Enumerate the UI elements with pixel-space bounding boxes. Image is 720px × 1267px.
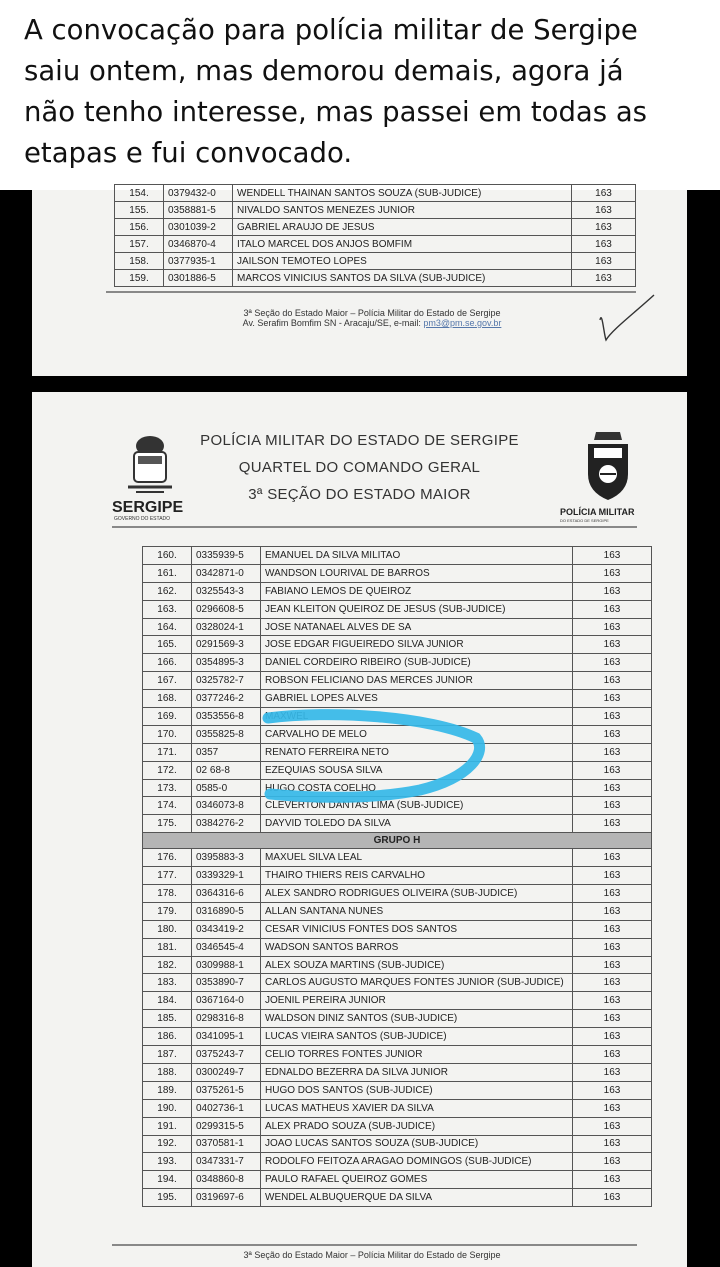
page-footer bbox=[162, 308, 582, 328]
candidate-name: THAIRO THIERS REIS CARVALHO bbox=[261, 867, 573, 885]
row-number: 177. bbox=[143, 867, 192, 885]
table-row bbox=[143, 974, 652, 992]
candidate-name: CELIO TORRES FONTES JUNIOR bbox=[261, 1046, 573, 1064]
score-value: 163 bbox=[573, 1135, 652, 1153]
registration-id: 0375261-5 bbox=[192, 1081, 261, 1099]
table-row bbox=[143, 956, 652, 974]
candidate-name: MAXUEL SILVA LEAL bbox=[261, 849, 573, 867]
candidate-name: WANDSON LOURIVAL DE BARROS bbox=[261, 564, 573, 582]
table-row bbox=[143, 654, 652, 672]
table-row bbox=[143, 1189, 652, 1207]
candidate-name: JOSE EDGAR FIGUEIREDO SILVA JUNIOR bbox=[261, 636, 573, 654]
table-row bbox=[143, 564, 652, 582]
candidate-name: JOSE NATANAEL ALVES DE SA bbox=[261, 618, 573, 636]
table-row bbox=[143, 849, 652, 867]
score-value: 163 bbox=[573, 1010, 652, 1028]
candidate-name: WALDSON DINIZ SANTOS (SUB-JUDICE) bbox=[261, 1010, 573, 1028]
left-logo-subtitle: GOVERNO DO ESTADO bbox=[114, 516, 171, 522]
row-number: 158. bbox=[115, 253, 164, 270]
candidate-name: EMANUEL DA SILVA MILITAO bbox=[261, 547, 573, 565]
table-row bbox=[143, 725, 652, 743]
table-row bbox=[143, 1099, 652, 1117]
candidate-name: LUCAS MATHEUS XAVIER DA SILVA bbox=[261, 1099, 573, 1117]
divider bbox=[112, 1244, 637, 1246]
score-value: 163 bbox=[573, 797, 652, 815]
row-number: 164. bbox=[143, 618, 192, 636]
left-logo-title: SERGIPE bbox=[112, 499, 184, 516]
row-number: 190. bbox=[143, 1099, 192, 1117]
registration-id: 0296608-5 bbox=[192, 600, 261, 618]
score-value: 163 bbox=[573, 636, 652, 654]
candidate-name: ALEX SANDRO RODRIGUES OLIVEIRA (SUB-JUDICE) bbox=[261, 885, 573, 903]
registration-id: 0309988-1 bbox=[192, 956, 261, 974]
row-number: 182. bbox=[143, 956, 192, 974]
candidate-name: CESAR VINICIUS FONTES DOS SANTOS bbox=[261, 920, 573, 938]
registration-id: 0342871-0 bbox=[192, 564, 261, 582]
table-row bbox=[143, 1081, 652, 1099]
row-number: 159. bbox=[115, 270, 164, 287]
registration-id: 0353890-7 bbox=[192, 974, 261, 992]
candidate-name: ALEX PRADO SOUZA (SUB-JUDICE) bbox=[261, 1117, 573, 1135]
row-number: 183. bbox=[143, 974, 192, 992]
table-row bbox=[143, 992, 652, 1010]
row-number: 175. bbox=[143, 815, 192, 833]
row-number: 181. bbox=[143, 938, 192, 956]
registration-id: 0298316-8 bbox=[192, 1010, 261, 1028]
score-value: 163 bbox=[573, 1081, 652, 1099]
table-row bbox=[143, 885, 652, 903]
registration-id: 0402736-1 bbox=[192, 1099, 261, 1117]
candidate-name: JOENIL PEREIRA JUNIOR bbox=[261, 992, 573, 1010]
row-number: 169. bbox=[143, 708, 192, 726]
row-number: 170. bbox=[143, 725, 192, 743]
table-row bbox=[143, 582, 652, 600]
score-value: 163 bbox=[573, 672, 652, 690]
registration-id: 0328024-1 bbox=[192, 618, 261, 636]
score-value: 163 bbox=[573, 743, 652, 761]
score-value: 163 bbox=[573, 974, 652, 992]
row-number: 184. bbox=[143, 992, 192, 1010]
footer-address bbox=[162, 318, 582, 328]
registration-id: 0299315-5 bbox=[192, 1117, 261, 1135]
registration-id: 0377246-2 bbox=[192, 690, 261, 708]
candidate-name: MARCOS VINICIUS SANTOS DA SILVA (SUB-JUDICE) bbox=[233, 270, 572, 287]
row-number: 192. bbox=[143, 1135, 192, 1153]
candidate-name: DAYVID TOLEDO DA SILVA bbox=[261, 815, 573, 833]
score-value: 163 bbox=[573, 1153, 652, 1171]
candidate-name: LUCAS VIEIRA SANTOS (SUB-JUDICE) bbox=[261, 1028, 573, 1046]
table-row bbox=[143, 815, 652, 833]
candidate-name: PAULO RAFAEL QUEIROZ GOMES bbox=[261, 1171, 573, 1189]
caption-line: saiu ontem, mas demorou demais, agora já bbox=[24, 55, 624, 87]
roster-table bbox=[142, 546, 652, 1207]
document-header-line: POLÍCIA MILITAR DO ESTADO DE SERGIPE bbox=[200, 432, 519, 449]
candidate-name: WADSON SANTOS BARROS bbox=[261, 938, 573, 956]
registration-id: 02 68-8 bbox=[192, 761, 261, 779]
group-label: GRUPO H bbox=[143, 833, 652, 849]
score-value: 163 bbox=[572, 270, 636, 287]
registration-id: 0357 bbox=[192, 743, 261, 761]
candidate-name: EDNALDO BEZERRA DA SILVA JUNIOR bbox=[261, 1063, 573, 1081]
score-value: 163 bbox=[573, 867, 652, 885]
row-number: 160. bbox=[143, 547, 192, 565]
table-row bbox=[143, 690, 652, 708]
score-value: 163 bbox=[573, 992, 652, 1010]
row-number: 179. bbox=[143, 902, 192, 920]
registration-id: 0367164-0 bbox=[192, 992, 261, 1010]
divider bbox=[112, 526, 637, 528]
candidate-name: DANIEL CORDEIRO RIBEIRO (SUB-JUDICE) bbox=[261, 654, 573, 672]
registration-id: 0348860-8 bbox=[192, 1171, 261, 1189]
score-value: 163 bbox=[573, 725, 652, 743]
score-value: 163 bbox=[573, 547, 652, 565]
registration-id: 0346545-4 bbox=[192, 938, 261, 956]
score-value: 163 bbox=[573, 1063, 652, 1081]
registration-id: 0354895-3 bbox=[192, 654, 261, 672]
post-caption bbox=[0, 0, 720, 190]
table-row bbox=[143, 938, 652, 956]
footer-email-link[interactable]: pm3@pm.se.gov.br bbox=[423, 318, 502, 328]
table-row bbox=[143, 779, 652, 797]
candidate-name: MAXWEL bbox=[261, 708, 573, 726]
signature-mark bbox=[592, 290, 662, 352]
row-number: 193. bbox=[143, 1153, 192, 1171]
candidate-name: ALEX SOUZA MARTINS (SUB-JUDICE) bbox=[261, 956, 573, 974]
table-row bbox=[143, 618, 652, 636]
score-value: 163 bbox=[572, 185, 636, 202]
score-value: 163 bbox=[573, 902, 652, 920]
table-row bbox=[143, 1171, 652, 1189]
table-row bbox=[143, 1046, 652, 1064]
registration-id: 0384276-2 bbox=[192, 815, 261, 833]
footer-line: 3ª Seção do Estado Maior – Polícia Militar do Estado de Sergipe bbox=[243, 1250, 501, 1260]
candidate-name: FABIANO LEMOS DE QUEIROZ bbox=[261, 582, 573, 600]
score-value: 163 bbox=[573, 779, 652, 797]
row-number: 188. bbox=[143, 1063, 192, 1081]
candidate-name: WENDELL THAINAN SANTOS SOUZA (SUB-JUDICE) bbox=[233, 185, 572, 202]
candidate-name: ITALO MARCEL DOS ANJOS BOMFIM bbox=[233, 236, 572, 253]
table-row bbox=[143, 547, 652, 565]
registration-id: 0346870-4 bbox=[164, 236, 233, 253]
table-row bbox=[143, 867, 652, 885]
registration-id: 0355825-8 bbox=[192, 725, 261, 743]
pm-shield-icon bbox=[580, 430, 636, 502]
row-number: 194. bbox=[143, 1171, 192, 1189]
table-row bbox=[115, 202, 636, 219]
document-header-line: 3ª SEÇÃO DO ESTADO MAIOR bbox=[248, 486, 471, 503]
roster-table bbox=[114, 184, 636, 287]
row-number: 172. bbox=[143, 761, 192, 779]
score-value: 163 bbox=[573, 582, 652, 600]
row-number: 162. bbox=[143, 582, 192, 600]
registration-id: 0341095-1 bbox=[192, 1028, 261, 1046]
score-value: 163 bbox=[573, 654, 652, 672]
registration-id: 0353556-8 bbox=[192, 708, 261, 726]
footer-line: Av. Serafim Bomfim SN - Aracaju/SE, e-mail: bbox=[242, 318, 424, 328]
candidate-name: ALLAN SANTANA NUNES bbox=[261, 902, 573, 920]
score-value: 163 bbox=[573, 564, 652, 582]
score-value: 163 bbox=[572, 202, 636, 219]
caption-line: A convocação para polícia militar de Sergipe bbox=[24, 14, 638, 46]
table-row bbox=[115, 270, 636, 287]
row-number: 156. bbox=[115, 219, 164, 236]
row-number: 155. bbox=[115, 202, 164, 219]
candidate-name: CARLOS AUGUSTO MARQUES FONTES JUNIOR (SUB-JUDICE) bbox=[261, 974, 573, 992]
score-value: 163 bbox=[573, 690, 652, 708]
table-row bbox=[115, 236, 636, 253]
row-number: 178. bbox=[143, 885, 192, 903]
row-number: 163. bbox=[143, 600, 192, 618]
registration-id: 0364316-6 bbox=[192, 885, 261, 903]
row-number: 165. bbox=[143, 636, 192, 654]
row-number: 167. bbox=[143, 672, 192, 690]
candidate-name: JEAN KLEITON QUEIROZ DE JESUS (SUB-JUDICE) bbox=[261, 600, 573, 618]
table-row bbox=[115, 219, 636, 236]
row-number: 173. bbox=[143, 779, 192, 797]
footer-line: 3ª Seção do Estado Maior – Polícia Militar do Estado de Sergipe bbox=[243, 308, 501, 318]
candidate-name: CLEVERTON DANTAS LIMA (SUB-JUDICE) bbox=[261, 797, 573, 815]
table-row bbox=[115, 253, 636, 270]
row-number: 174. bbox=[143, 797, 192, 815]
registration-id: 0335939-5 bbox=[192, 547, 261, 565]
row-number: 168. bbox=[143, 690, 192, 708]
row-number: 166. bbox=[143, 654, 192, 672]
document-header-line: QUARTEL DO COMANDO GERAL bbox=[238, 459, 481, 476]
table-row bbox=[143, 761, 652, 779]
candidate-name: WENDEL ALBUQUERQUE DA SILVA bbox=[261, 1189, 573, 1207]
registration-id: 0585-0 bbox=[192, 779, 261, 797]
divider bbox=[106, 291, 636, 293]
document-page-2 bbox=[32, 392, 687, 1267]
table-row bbox=[143, 1063, 652, 1081]
row-number: 157. bbox=[115, 236, 164, 253]
registration-id: 0346073-8 bbox=[192, 797, 261, 815]
candidate-name: ROBSON FELICIANO DAS MERCES JUNIOR bbox=[261, 672, 573, 690]
candidate-name: RODOLFO FEITOZA ARAGAO DOMINGOS (SUB-JUDICE) bbox=[261, 1153, 573, 1171]
candidate-name: RENATO FERREIRA NETO bbox=[261, 743, 573, 761]
registration-id: 0370581-1 bbox=[192, 1135, 261, 1153]
row-number: 187. bbox=[143, 1046, 192, 1064]
score-value: 163 bbox=[572, 236, 636, 253]
registration-id: 0301886-5 bbox=[164, 270, 233, 287]
score-value: 163 bbox=[573, 956, 652, 974]
table-row bbox=[143, 636, 652, 654]
page-footer bbox=[162, 1250, 582, 1260]
registration-id: 0395883-3 bbox=[192, 849, 261, 867]
registration-id: 0301039-2 bbox=[164, 219, 233, 236]
score-value: 163 bbox=[572, 253, 636, 270]
registration-id: 0316890-5 bbox=[192, 902, 261, 920]
score-value: 163 bbox=[573, 1028, 652, 1046]
score-value: 163 bbox=[573, 618, 652, 636]
row-number: 176. bbox=[143, 849, 192, 867]
row-number: 185. bbox=[143, 1010, 192, 1028]
row-number: 189. bbox=[143, 1081, 192, 1099]
registration-id: 0347331-7 bbox=[192, 1153, 261, 1171]
score-value: 163 bbox=[573, 1117, 652, 1135]
group-header-row bbox=[143, 833, 652, 849]
candidate-name: EZEQUIAS SOUSA SILVA bbox=[261, 761, 573, 779]
table-row bbox=[143, 1117, 652, 1135]
table-row bbox=[143, 1135, 652, 1153]
table-row bbox=[143, 708, 652, 726]
table-row bbox=[143, 920, 652, 938]
table-row bbox=[143, 797, 652, 815]
registration-id: 0358881-5 bbox=[164, 202, 233, 219]
score-value: 163 bbox=[573, 920, 652, 938]
score-value: 163 bbox=[573, 849, 652, 867]
score-value: 163 bbox=[573, 885, 652, 903]
score-value: 163 bbox=[573, 938, 652, 956]
registration-id: 0325543-3 bbox=[192, 582, 261, 600]
candidate-name: HUGO COSTA COELHO bbox=[261, 779, 573, 797]
table-row bbox=[143, 1010, 652, 1028]
registration-id: 0379432-0 bbox=[164, 185, 233, 202]
score-value: 163 bbox=[573, 761, 652, 779]
registration-id: 0375243-7 bbox=[192, 1046, 261, 1064]
right-logo-subtitle: DO ESTADO DE SERGIPE bbox=[560, 518, 609, 523]
score-value: 163 bbox=[573, 600, 652, 618]
candidate-name: CARVALHO DE MELO bbox=[261, 725, 573, 743]
registration-id: 0339329-1 bbox=[192, 867, 261, 885]
score-value: 163 bbox=[572, 219, 636, 236]
candidate-name: NIVALDO SANTOS MENEZES JUNIOR bbox=[233, 202, 572, 219]
score-value: 163 bbox=[573, 815, 652, 833]
candidate-name: JAILSON TEMOTEO LOPES bbox=[233, 253, 572, 270]
registration-id: 0343419-2 bbox=[192, 920, 261, 938]
registration-id: 0300249-7 bbox=[192, 1063, 261, 1081]
candidate-name: GABRIEL ARAUJO DE JESUS bbox=[233, 219, 572, 236]
score-value: 163 bbox=[573, 1099, 652, 1117]
row-number: 161. bbox=[143, 564, 192, 582]
score-value: 163 bbox=[573, 1189, 652, 1207]
table-row bbox=[143, 743, 652, 761]
score-value: 163 bbox=[573, 1046, 652, 1064]
document-page-1 bbox=[32, 187, 687, 376]
registration-id: 0291569-3 bbox=[192, 636, 261, 654]
table-row bbox=[143, 600, 652, 618]
table-row bbox=[143, 1153, 652, 1171]
row-number: 191. bbox=[143, 1117, 192, 1135]
table-row bbox=[143, 902, 652, 920]
row-number: 171. bbox=[143, 743, 192, 761]
table-row bbox=[143, 672, 652, 690]
row-number: 186. bbox=[143, 1028, 192, 1046]
caption-line: etapas e fui convocado. bbox=[24, 137, 353, 169]
row-number: 154. bbox=[115, 185, 164, 202]
candidate-name: GABRIEL LOPES ALVES bbox=[261, 690, 573, 708]
row-number: 180. bbox=[143, 920, 192, 938]
score-value: 163 bbox=[573, 1171, 652, 1189]
candidate-name: HUGO DOS SANTOS (SUB-JUDICE) bbox=[261, 1081, 573, 1099]
registration-id: 0325782-7 bbox=[192, 672, 261, 690]
caption-line: não tenho interesse, mas passei em todas as bbox=[24, 96, 648, 128]
right-logo-title: POLÍCIA MILITAR bbox=[560, 507, 635, 517]
candidate-name: JOAO LUCAS SANTOS SOUZA (SUB-JUDICE) bbox=[261, 1135, 573, 1153]
score-value: 163 bbox=[573, 708, 652, 726]
table-row bbox=[143, 1028, 652, 1046]
registration-id: 0377935-1 bbox=[164, 253, 233, 270]
row-number: 195. bbox=[143, 1189, 192, 1207]
registration-id: 0319697-6 bbox=[192, 1189, 261, 1207]
table-row bbox=[115, 185, 636, 202]
